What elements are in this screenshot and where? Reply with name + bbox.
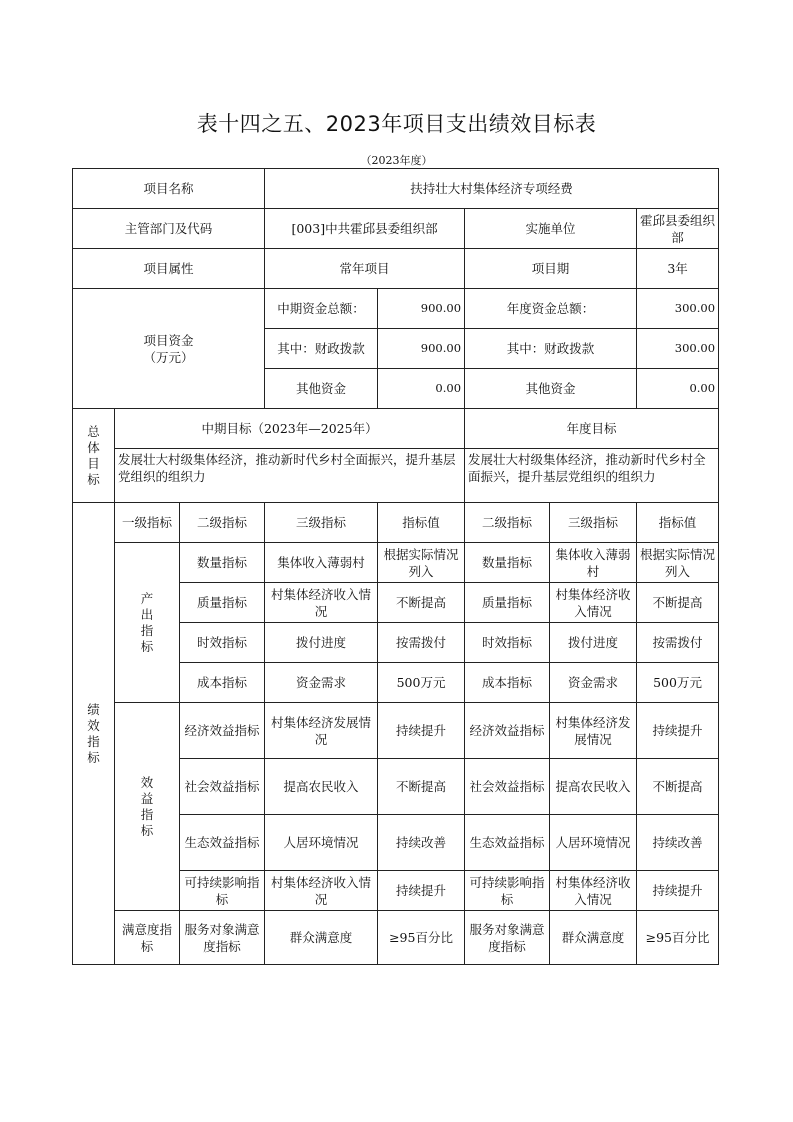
output-label: 产出指标 (115, 543, 180, 703)
table-cell: 持续改善 (378, 815, 465, 871)
table-cell: 不断提高 (637, 583, 719, 623)
table-cell: 村集体经济收入情况 (265, 583, 378, 623)
table-cell: 质量指标 (465, 583, 550, 623)
table-cell: 不断提高 (378, 759, 465, 815)
table-cell: 村集体经济发展情况 (265, 703, 378, 759)
table-cell: 经济效益指标 (180, 703, 265, 759)
annual-fiscal-label: 其中：财政拨款 (465, 329, 637, 369)
impl-unit-label: 实施单位 (465, 209, 637, 249)
impl-unit-value: 霍邱县委组织部 (637, 209, 719, 249)
table-cell: 持续提升 (378, 703, 465, 759)
table-cell: 持续提升 (637, 871, 719, 911)
table-cell: 可持续影响指标 (180, 871, 265, 911)
goals-label: 总体目标 (73, 409, 115, 503)
table-cell: 成本指标 (180, 663, 265, 703)
mid-fiscal-label: 其中：财政拨款 (265, 329, 378, 369)
table-cell: 生态效益指标 (465, 815, 550, 871)
table-cell: 根据实际情况列入 (637, 543, 719, 583)
period-value: 3年 (637, 249, 719, 289)
table-cell: 时效指标 (465, 623, 550, 663)
annual-total-value: 300.00 (637, 289, 719, 329)
annual-total-label: 年度资金总额： (465, 289, 637, 329)
project-name-label: 项目名称 (73, 169, 265, 209)
page-title: 表十四之五、2023年项目支出绩效目标表 (196, 112, 597, 136)
mid-goal-header: 中期目标（2023年—2025年） (115, 409, 465, 449)
table-cell: 生态效益指标 (180, 815, 265, 871)
header-level3: 三级指标 (550, 503, 637, 543)
table-cell: 社会效益指标 (465, 759, 550, 815)
annual-other-label: 其他资金 (465, 369, 637, 409)
mid-other-value: 0.00 (378, 369, 465, 409)
table-cell: 村集体经济收入情况 (550, 871, 637, 911)
table-cell: 提高农民收入 (550, 759, 637, 815)
table-cell: 服务对象满意度指标 (465, 911, 550, 965)
table-cell: 村集体经济发展情况 (550, 703, 637, 759)
table-cell: 500万元 (378, 663, 465, 703)
table-cell: 可持续影响指标 (465, 871, 550, 911)
table-cell: 按需拨付 (378, 623, 465, 663)
table-cell: 根据实际情况列入 (378, 543, 465, 583)
mid-fiscal-value: 900.00 (378, 329, 465, 369)
performance-table (72, 168, 719, 965)
table-cell: 集体收入薄弱村 (550, 543, 637, 583)
benefit-label: 效益指标 (115, 703, 180, 911)
funds-label: 项目资金 （万元） (73, 289, 265, 409)
attr-value: 常年项目 (265, 249, 465, 289)
table-cell: 群众满意度 (550, 911, 637, 965)
attr-label: 项目属性 (73, 249, 265, 289)
table-cell: 村集体经济收入情况 (550, 583, 637, 623)
table-cell: ≥95百分比 (637, 911, 719, 965)
table-cell: 拨付进度 (265, 623, 378, 663)
header-value: 指标值 (378, 503, 465, 543)
table-cell: 社会效益指标 (180, 759, 265, 815)
dept-label: 主管部门及代码 (73, 209, 265, 249)
header-level1: 一级指标 (115, 503, 180, 543)
table-cell: 经济效益指标 (465, 703, 550, 759)
header-level2: 二级指标 (180, 503, 265, 543)
table-cell: 时效指标 (180, 623, 265, 663)
table-cell: 资金需求 (265, 663, 378, 703)
mid-total-label: 中期资金总额： (265, 289, 378, 329)
table-cell: 成本指标 (465, 663, 550, 703)
table-cell: 人居环境情况 (265, 815, 378, 871)
table-cell: 人居环境情况 (550, 815, 637, 871)
mid-total-value: 900.00 (378, 289, 465, 329)
table-cell: 群众满意度 (265, 911, 378, 965)
year-label: （2023年度） (360, 154, 433, 167)
table-cell: 提高农民收入 (265, 759, 378, 815)
header-level3: 三级指标 (265, 503, 378, 543)
table-cell: 数量指标 (180, 543, 265, 583)
dept-value: [003]中共霍邱县委组织部 (265, 209, 465, 249)
annual-goal-text: 发展壮大村级集体经济，推动新时代乡村全面振兴，提升基层党组织的组织力 (465, 449, 719, 503)
mid-other-label: 其他资金 (265, 369, 378, 409)
table-cell: 持续提升 (637, 703, 719, 759)
indicators-label: 绩效指标 (73, 503, 115, 965)
header-value: 指标值 (637, 503, 719, 543)
table-cell: 拨付进度 (550, 623, 637, 663)
period-label: 项目期 (465, 249, 637, 289)
table-cell: 500万元 (637, 663, 719, 703)
satisfaction-label: 满意度指标 (115, 911, 180, 965)
table-cell: 服务对象满意度指标 (180, 911, 265, 965)
annual-fiscal-value: 300.00 (637, 329, 719, 369)
table-cell: 资金需求 (550, 663, 637, 703)
project-name-value: 扶持壮大村集体经济专项经费 (265, 169, 719, 209)
table-cell: 村集体经济收入情况 (265, 871, 378, 911)
table-cell: 质量指标 (180, 583, 265, 623)
table-cell: 数量指标 (465, 543, 550, 583)
table-cell: 不断提高 (637, 759, 719, 815)
header-level2: 二级指标 (465, 503, 550, 543)
table-cell: 持续改善 (637, 815, 719, 871)
annual-goal-header: 年度目标 (465, 409, 719, 449)
annual-other-value: 0.00 (637, 369, 719, 409)
table-cell: 按需拨付 (637, 623, 719, 663)
table-cell: 持续提升 (378, 871, 465, 911)
table-cell: 集体收入薄弱村 (265, 543, 378, 583)
mid-goal-text: 发展壮大村级集体经济，推动新时代乡村全面振兴，提升基层党组织的组织力 (115, 449, 465, 503)
table-cell: ≥95百分比 (378, 911, 465, 965)
table-cell: 不断提高 (378, 583, 465, 623)
